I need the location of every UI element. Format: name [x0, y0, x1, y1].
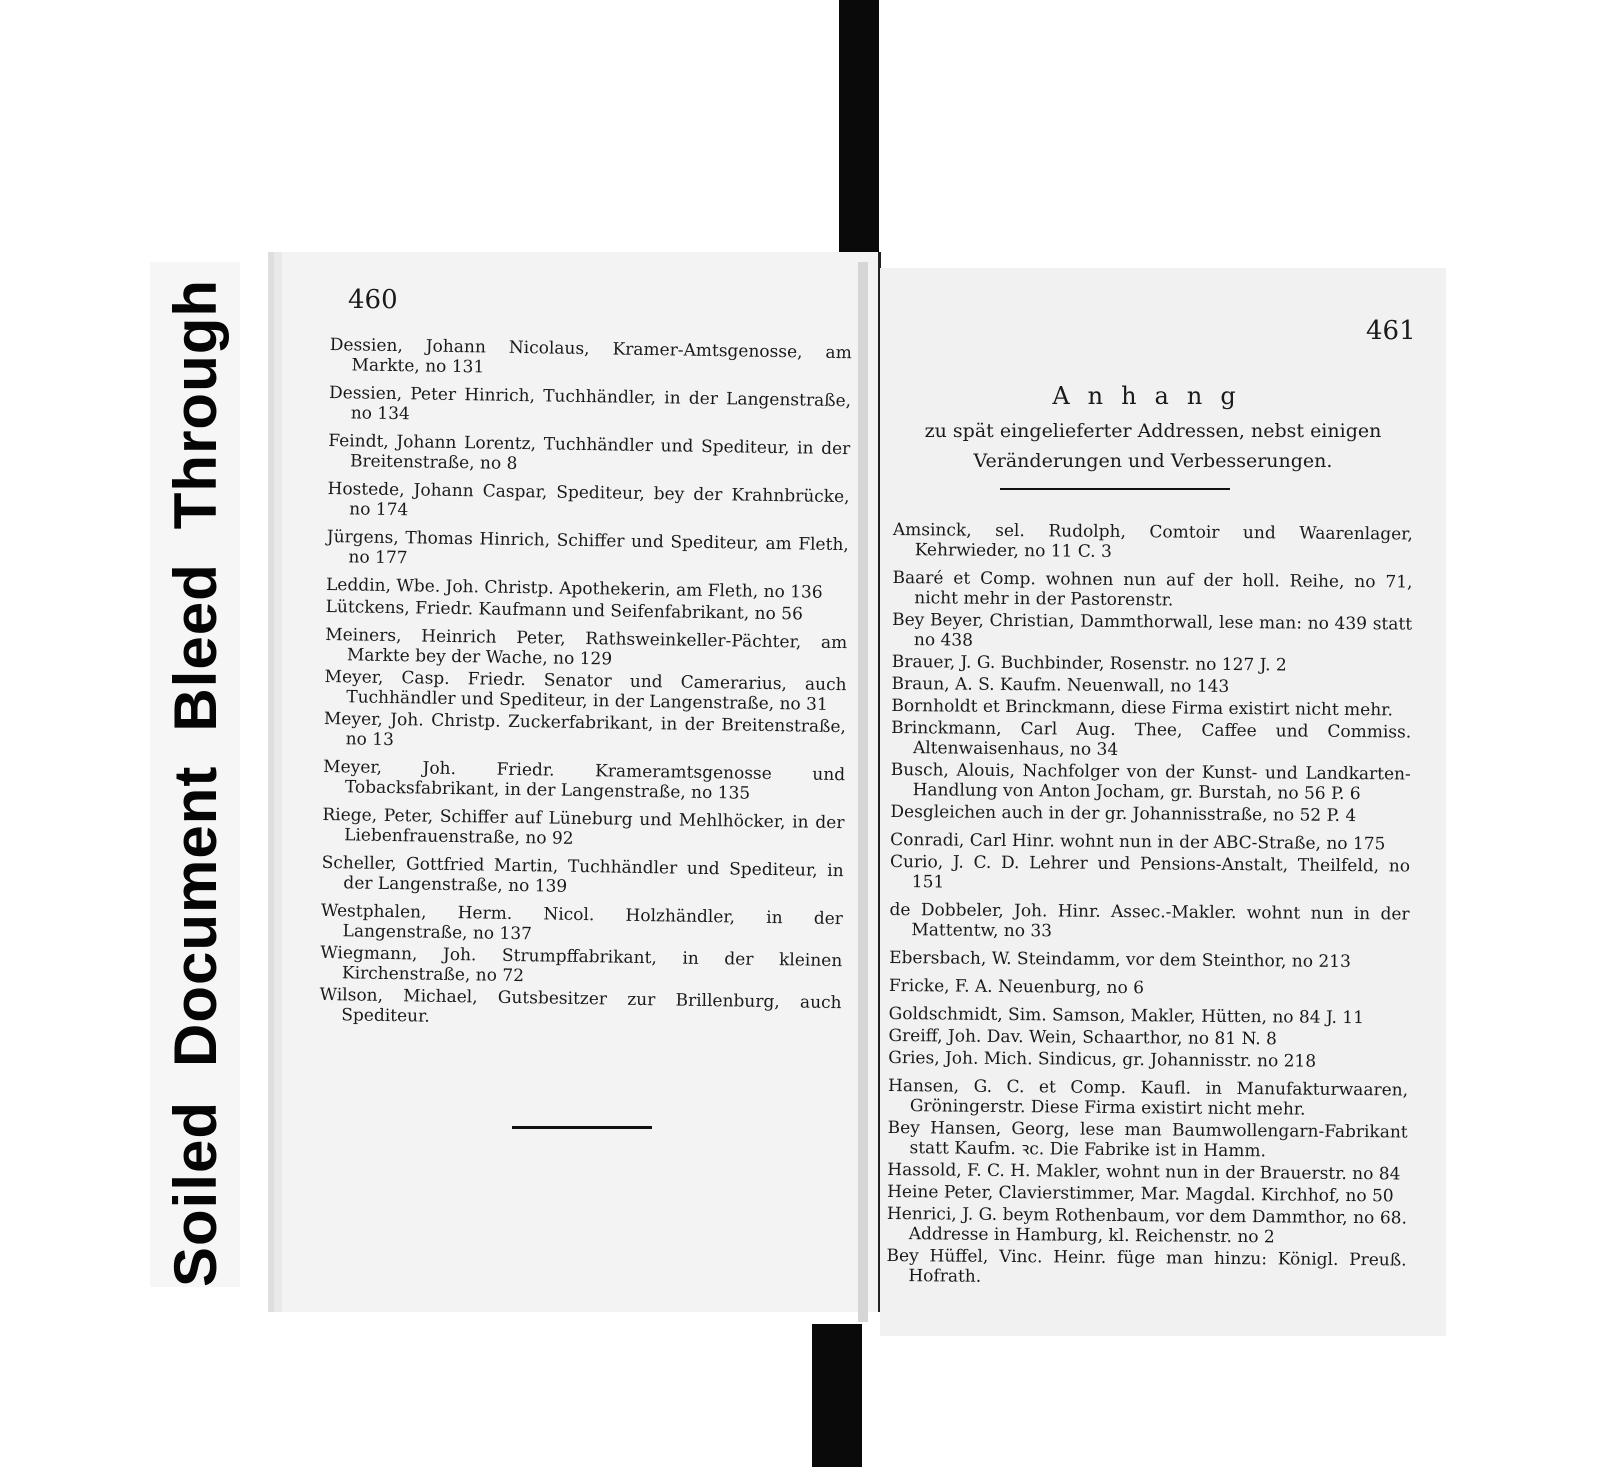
directory-entry: Westphalen, Herm. Nicol. Holzhändler, in der Langenstraße, no 137 [320, 900, 844, 945]
directory-entry: Amsinck, sel. Rudolph, Comtoir und Waarenlager, Kehrwieder, no 11 C. 3 [892, 520, 1413, 562]
directory-entry: Bey Hansen, Georg, lese man Baumwollengarn-Fabrikant statt Kaufm. ꝛc. Die Fabrike ist in Hamm. [887, 1117, 1408, 1162]
directory-entry: Jürgens, Thomas Hinrich, Schiffer und Spediteur, am Fleth, no 177 [326, 526, 849, 569]
directory-entry: Riege, Peter, Schiffer auf Lüneburg und Mehlhöcker, in der Liebenfrauenstraße, no 92 [322, 804, 845, 849]
directory-entry: Meyer, Joh. Christp. Zuckerfabrikant, in der Breitenstraße, no 13 [323, 708, 847, 751]
stamp-word: Bleed [161, 563, 229, 732]
directory-entry: Bornholdt et Brinckmann, diese Firma existirt nicht mehr. [891, 695, 1393, 721]
right-entry-list [886, 520, 1413, 1293]
directory-entry: Bey Hüffel, Vinc. Heinr. füge man hinzu: Königl. Preuß. Hofrath. [886, 1245, 1407, 1287]
directory-entry: Meiners, Heinrich Peter, Rathsweinkeller-Pächter, am Markte bey der Wache, no 129 [325, 624, 848, 670]
directory-entry: Hansen, G. C. et Comp. Kaufl. in Manufakturwaaren, Gröningerstr. Diese Firma existirt nicht mehr. [887, 1075, 1409, 1120]
directory-entry: Busch, Alouis, Nachfolger von der Kunst- und Landkarten-Handlung von Anton Jocham, gr. Burstah, no 56 P. 6 [890, 759, 1411, 805]
directory-entry: Hassold, F. C. H. Makler, wohnt nun in der Brauerstr. no 84 [887, 1159, 1401, 1185]
directory-entry: Fricke, F. A. Neuenburg, no 6 [888, 975, 1145, 999]
left-entry-list [319, 335, 852, 1041]
stamp-word: Through [161, 278, 229, 530]
directory-entry: Brauer, J. G. Buchbinder, Rosenstr. no 127 J. 2 [891, 651, 1287, 676]
directory-entry: Meyer, Joh. Friedr. Krameramtsgenosse und Tobacksfabrikant, in der Langenstraße, no 135 [323, 756, 846, 804]
directory-entry: Wiegmann, Joh. Strumpffabrikant, in der kleinen Kirchenstraße, no 72 [320, 942, 843, 987]
directory-entry: Greiff, Joh. Dav. Wein, Schaarthor, no 81 N. 8 [888, 1025, 1277, 1050]
directory-entry: Bey Beyer, Christian, Dammthorwall, lese man: no 439 statt no 438 [892, 609, 1413, 651]
directory-entry: Desgleichen auch in der gr. Johannisstraße, no 52 P. 4 [890, 801, 1357, 827]
directory-entry: Curio, J. C. D. Lehrer und Pensions-Anstalt, Theilfeld, no 151 [889, 851, 1411, 893]
directory-entry: Baaré et Comp. wohnen nun auf der holl. Reihe, no 71, nicht mehr in der Pastorenstr. [892, 567, 1413, 611]
directory-entry: Henrici, J. G. beym Rothenbaum, vor dem Dammthor, no 68. Addresse in Hamburg, kl. Reichenstr. no 2 [886, 1203, 1408, 1248]
directory-entry: Brinckmann, Carl Aug. Thee, Caffee und Commiss. Altenwaisenhaus, no 34 [891, 717, 1412, 760]
directory-entry: Feindt, Johann Lorentz, Tuchhändler und Spediteur, in der Breitenstraße, no 8 [328, 430, 851, 474]
stamp-word: Soiled [161, 1100, 229, 1287]
directory-entry: Lütckens, Friedr. Kaufmann und Seifenfabrikant, no 56 [325, 596, 804, 625]
directory-entry: Ebersbach, W. Steindamm, vor dem Steinthor, no 213 [889, 947, 1351, 973]
directory-entry: Dessien, Peter Hinrich, Tuchhändler, in der Langenstraße, no 134 [328, 382, 852, 425]
directory-entry: de Dobbeler, Joh. Hinr. Assec.-Makler. wohnt nun in der Mattentw, no 33 [889, 899, 1410, 942]
stamp-word: Document [161, 765, 229, 1067]
directory-entry: Dessien, Johann Nicolaus, Kramer-Amtsgenosse, am Markte, no 131 [329, 335, 852, 378]
directory-entry: Braun, A. S. Kaufm. Neuenwall, no 143 [891, 673, 1230, 697]
directory-entry: Gries, Joh. Mich. Sindicus, gr. Johannisstr. no 218 [888, 1047, 1317, 1072]
appendix-title: Anhang [1052, 382, 1254, 410]
closing-rule [512, 1126, 652, 1129]
directory-entry: Meyer, Casp. Friedr. Senator und Camerarius, auch Tuchhändler und Spediteur, in der Langenstraße, no 31 [324, 666, 847, 715]
gutter-shadow [858, 262, 868, 1322]
directory-entry: Heine Peter, Clavierstimmer, Mar. Magdal. Kirchhof, no 50 [887, 1181, 1394, 1207]
left-page-number: 460 [348, 285, 398, 315]
directory-entry: Leddin, Wbe. Joh. Christp. Apothekerin, am Fleth, no 136 [325, 574, 823, 603]
directory-entry: Scheller, Gottfried Martin, Tuchhändler und Spediteur, in der Langenstraße, no 139 [321, 852, 844, 897]
appendix-subtitle: zu spät eingelieferter Addressen, nebst einigen Veränderungen und Verbesserungen. [924, 420, 1382, 472]
right-page-number: 461 [1366, 316, 1416, 346]
directory-entry: Wilson, Michael, Gutsbesitzer zur Brillenburg, auch Spediteur. [319, 984, 842, 1027]
heading-rule [1000, 488, 1230, 490]
directory-entry: Goldschmidt, Sim. Samson, Makler, Hütten, no 84 J. 11 [888, 1003, 1365, 1029]
soiled-document-stamp [150, 262, 240, 1287]
binding-spine-top [839, 0, 879, 262]
appendix-heading [893, 382, 1413, 476]
binding-spine-bottom [812, 1324, 862, 1467]
directory-entry: Hostede, Johann Caspar, Spediteur, bey der Krahnbrücke, no 174 [327, 478, 850, 521]
directory-entry: Conradi, Carl Hinr. wohnt nun in der ABC-Straße, no 175 [890, 829, 1386, 855]
